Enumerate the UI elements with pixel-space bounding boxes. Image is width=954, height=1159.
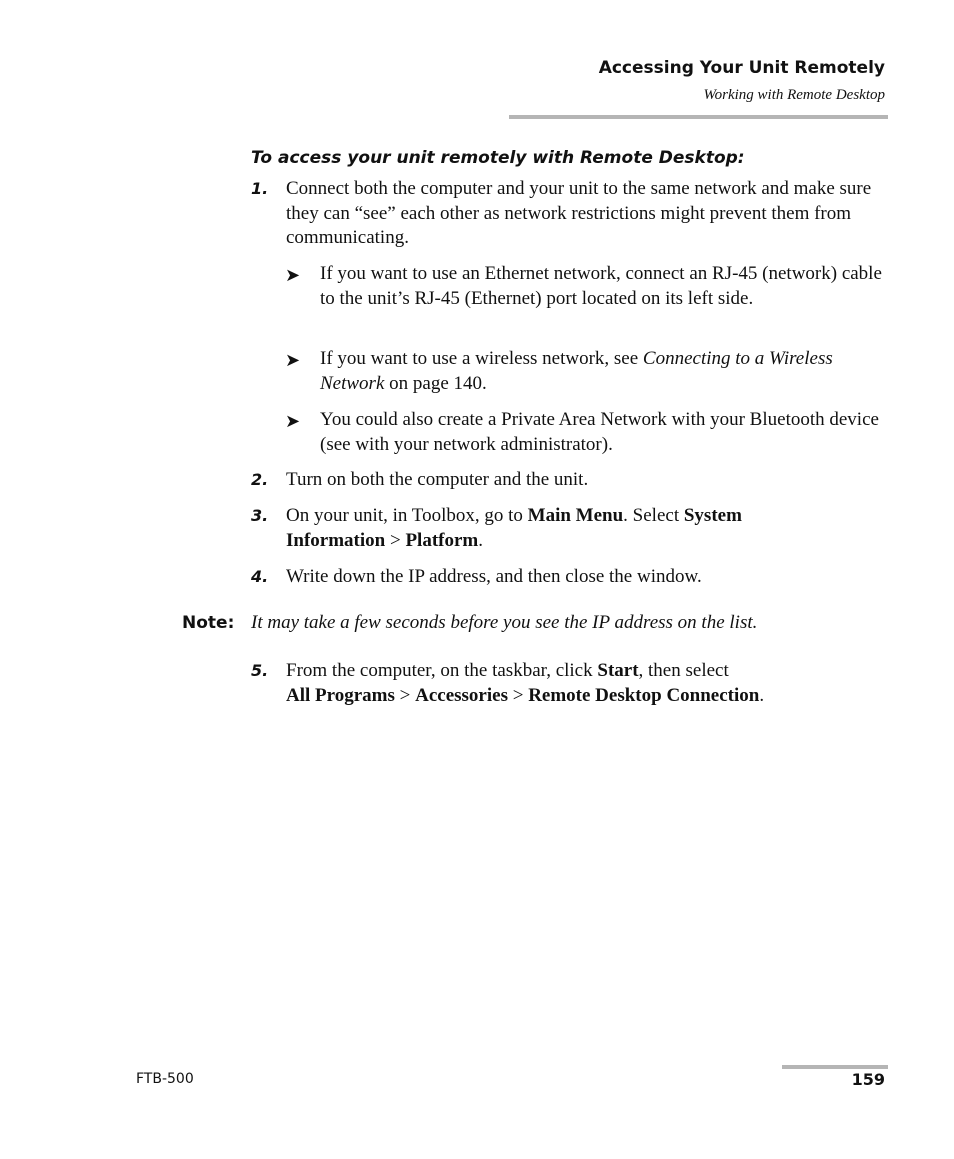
step-3-text [286, 504, 806, 553]
step-1-number: 1. [251, 179, 269, 198]
step-3-text-part: . Select [623, 505, 684, 526]
bullet-wireless-suffix: on page 140. [384, 372, 487, 394]
step-3-number: 3. [251, 506, 269, 525]
header-rule [509, 115, 888, 119]
bullet-wireless-prefix: If you want to use a wireless network, see [320, 348, 643, 369]
menu-path-start: Start [597, 660, 639, 681]
wireless-cross-reference-link[interactable]: Connecting to a Wireless Network [320, 348, 833, 394]
running-header-subtitle: Working with Remote Desktop [703, 87, 885, 103]
step-5-text [286, 659, 876, 708]
note-text: It may take a few seconds before you see the IP address on the list. [251, 612, 758, 633]
procedure-title: To access your unit remotely with Remote Desktop: [251, 148, 745, 168]
note-label: Note: [182, 613, 235, 633]
step-5-text-part: , then select [638, 660, 729, 681]
menu-path-separator: > [385, 529, 406, 551]
step-5-text-part: . [759, 684, 765, 706]
menu-path-separator: > [394, 684, 416, 706]
bullet-ethernet: If you want to use an Ethernet network, connect an RJ-45 (network) cable to the unit’s RJ-45 (Ethernet) port located on its left side. [320, 263, 882, 309]
step-2-number: 2. [251, 470, 269, 489]
step-2-text: Turn on both the computer and the unit. [286, 469, 589, 490]
menu-path-remote-desktop-connection: Remote Desktop Connection [528, 684, 760, 706]
menu-path-accessories: Accessories [415, 684, 508, 706]
menu-path-platform: Platform [405, 529, 479, 551]
step-5-text-part: From the computer, on the taskbar, click [286, 660, 598, 681]
arrow-bullet-icon: ➤ [285, 265, 301, 285]
bullet-bluetooth: You could also create a Private Area Network with your Bluetooth device (see with your network administrator). [320, 409, 879, 455]
step-1-text: Connect both the computer and your unit to the same network and make sure they can “see” each other as network restrictions might prevent them from communicating. [286, 178, 872, 249]
footer-rule [782, 1065, 888, 1069]
bullet-wireless [320, 347, 886, 396]
step-4-number: 4. [251, 567, 269, 586]
footer-page-number: 159 [851, 1070, 885, 1089]
step-3-text-part: On your unit, in Toolbox, go to [286, 505, 528, 526]
menu-path-separator: > [507, 684, 529, 706]
step-3-text-part: . [478, 529, 484, 551]
footer-product-name: FTB-500 [136, 1071, 194, 1087]
running-header-title: Accessing Your Unit Remotely [598, 58, 885, 78]
step-5-number: 5. [251, 661, 269, 680]
menu-path-all-programs: All Programs [286, 684, 395, 706]
step-4-text: Write down the IP address, and then close the window. [286, 566, 702, 587]
menu-path-main-menu: Main Menu [527, 505, 624, 526]
arrow-bullet-icon: ➤ [285, 411, 301, 431]
menu-path-system-information: System Information [286, 505, 742, 551]
arrow-bullet-icon: ➤ [285, 350, 301, 370]
